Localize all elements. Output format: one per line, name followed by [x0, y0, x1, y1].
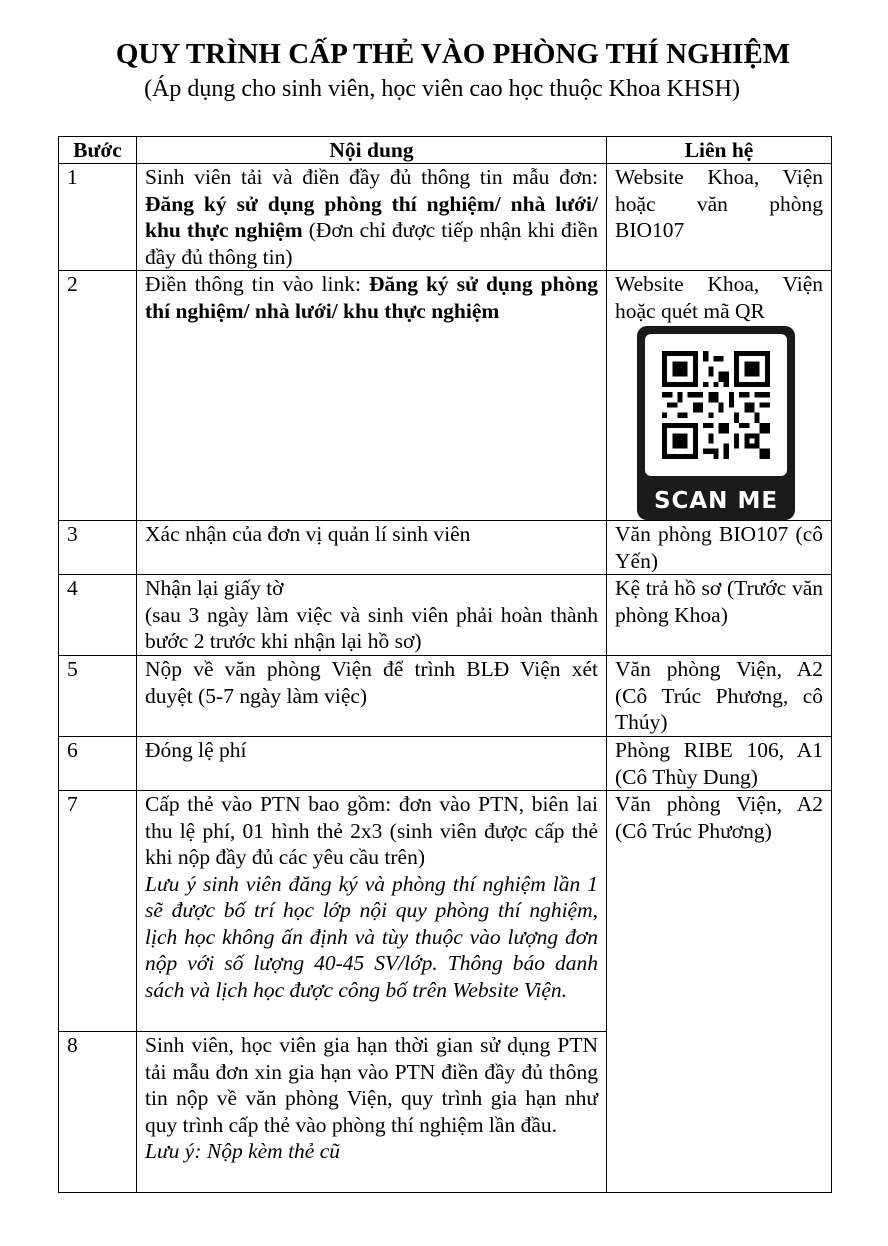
step-contact: Văn phòng Viện, A2 (Cô Trúc Phương, cô Thúy): [607, 656, 832, 737]
qr-icon: [645, 334, 787, 476]
step-content: Đóng lệ phí: [137, 737, 607, 791]
step-contact: Văn phòng Viện, A2 (Cô Trúc Phương): [607, 791, 832, 1193]
step-number: 3: [59, 521, 137, 575]
step-content: [137, 1032, 607, 1193]
qr-code[interactable]: [637, 326, 795, 520]
table-row: [59, 575, 832, 656]
table-row: [59, 271, 832, 521]
page-title: QUY TRÌNH CẤP THẺ VÀO PHÒNG THÍ NGHIỆM: [115, 38, 791, 70]
table-row: [59, 521, 832, 575]
contact-text: Website Khoa, Viện hoặc quét mã QR: [615, 272, 823, 323]
table-row: [59, 737, 832, 791]
step-number: 2: [59, 271, 137, 521]
content-text: Điền thông tin vào link:: [145, 272, 369, 296]
content-text: (Đơn chỉ được tiếp nhận khi điền đầy đủ thông tin): [145, 218, 598, 269]
header-content: Nội dung: [137, 137, 607, 164]
step-contact: [607, 271, 832, 521]
content-note: Lưu ý sinh viên đăng ký và phòng thí nghiệm lần 1 sẽ được bố trí học lớp nội quy phòng thí nghiệm, lịch học không ấn định và tùy thuộc vào lượng đơn nộp với số lượng 40-45 SV/lớp. Thông báo danh sách và lịch học được công bố trên Website Viện.: [145, 871, 598, 1002]
content-text: Nhận lại giấy tờ: [145, 576, 284, 600]
step-number: 1: [59, 164, 137, 271]
step-contact: Kệ trả hồ sơ (Trước văn phòng Khoa): [607, 575, 832, 656]
page-subtitle: (Áp dụng cho sinh viên, học viên cao học thuộc Khoa KHSH): [144, 76, 740, 102]
content-text: Sinh viên, học viên gia hạn thời gian sử dụng PTN tải mẫu đơn xin gia hạn vào PTN điền đầy đủ thông tin nộp về văn phòng Viện, quy trình gia hạn như quy trình cấp thẻ vào phòng thí nghiệm lần đầu.: [145, 1033, 598, 1137]
step-content: Xác nhận của đơn vị quản lí sinh viên: [137, 521, 607, 575]
header-step: Bước: [59, 137, 137, 164]
step-contact: Phòng RIBE 106, A1 (Cô Thùy Dung): [607, 737, 832, 791]
registration-link[interactable]: Đăng ký sử dụng phòng thí nghiệm/ nhà lưới/ khu thực nghiệm: [145, 272, 598, 323]
step-number: 7: [59, 791, 137, 1032]
table-row: [59, 656, 832, 737]
content-note: Lưu ý: Nộp kèm thẻ cũ: [145, 1139, 341, 1163]
step-number: 6: [59, 737, 137, 791]
step-number: 5: [59, 656, 137, 737]
step-content: [137, 575, 607, 656]
step-number: 8: [59, 1032, 137, 1193]
scan-me-label: SCAN ME: [653, 487, 779, 514]
content-text: Cấp thẻ vào PTN bao gồm: đơn vào PTN, biên lai thu lệ phí, 01 hình thẻ 2x3 (sinh viên được cấp thẻ khi nộp đầy đủ các yêu cầu trên): [145, 792, 598, 869]
step-content: [137, 164, 607, 271]
step-content: [137, 791, 607, 1032]
step-contact: Văn phòng BIO107 (cô Yến): [607, 521, 832, 575]
step-contact: Website Khoa, Viện hoặc văn phòng BIO107: [607, 164, 832, 271]
table-row: [59, 791, 832, 1032]
step-content: [137, 271, 607, 521]
step-content: Nộp về văn phòng Viện để trình BLĐ Viện xét duyệt (5-7 ngày làm việc): [137, 656, 607, 737]
content-note: (sau 3 ngày làm việc và sinh viên phải hoàn thành bước 2 trước khi nhận lại hồ sơ): [145, 602, 598, 653]
procedure-table: [58, 136, 832, 1193]
table-row: [59, 164, 832, 271]
table-header-row: [59, 137, 832, 164]
content-text: Sinh viên tải và điền đầy đủ thông tin mẫu đơn:: [145, 165, 598, 189]
step-number: 4: [59, 575, 137, 656]
header-contact: Liên hệ: [607, 137, 832, 164]
form-name: Đăng ký sử dụng phòng thí nghiệm/ nhà lưới/ khu thực nghiệm: [145, 191, 598, 242]
